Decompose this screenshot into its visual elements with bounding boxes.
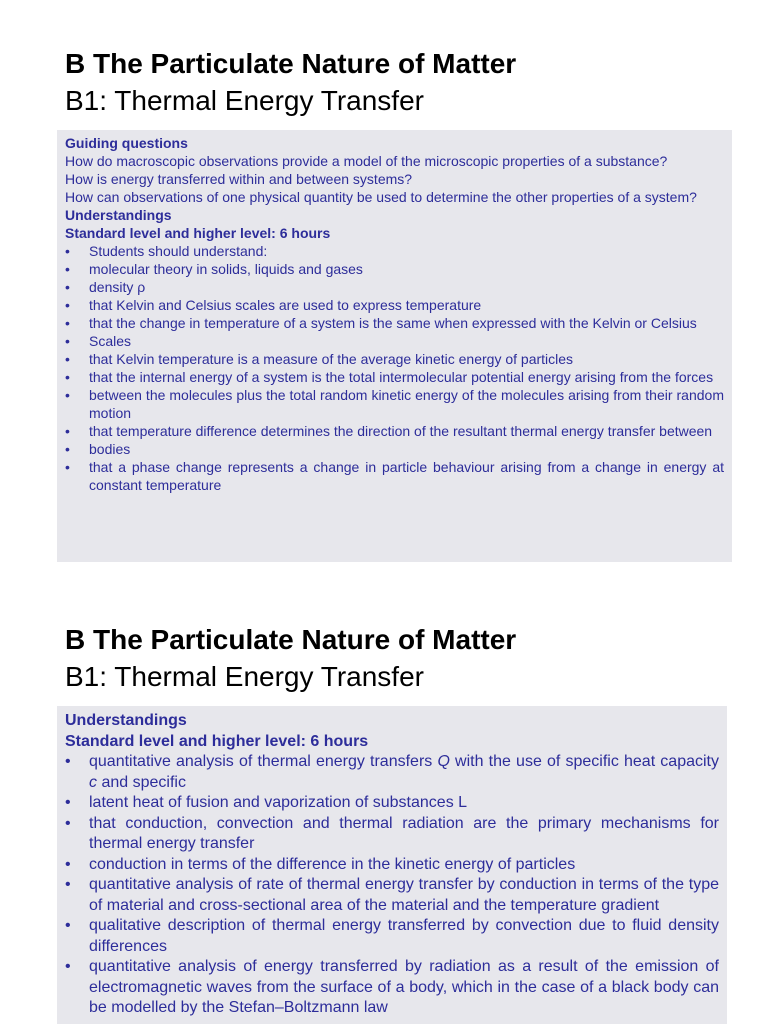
bullet-icon: • [65, 315, 70, 331]
list-item [65, 314, 724, 332]
question: How do macroscopic observations provide a model of the microscopic properties of a substance? [65, 153, 668, 169]
list-item-text: quantitative analysis of rate of thermal energy transfer by conduction in terms of the type of material and cross-sectional area of the material and the temperature gradient [89, 876, 719, 914]
list-item [65, 350, 724, 368]
list-item [65, 957, 719, 1019]
understandings-heading: Understandings [65, 712, 187, 729]
list-item-text: latent heat of fusion and vaporization of substances L [89, 794, 468, 811]
list-item-text: molecular theory in solids, liquids and gases [89, 261, 363, 277]
list-item [65, 260, 724, 278]
list-item-text: bodies [89, 441, 131, 457]
list-item-text: quantitative analysis of thermal energy transfers Q with the use of specific heat capacity c and specific [89, 753, 720, 791]
list-item-text: that Kelvin and Celsius scales are used to express temperature [89, 297, 482, 313]
list-item-text: that conduction, convection and thermal radiation are the primary mechanisms for thermal energy transfer [89, 814, 719, 852]
list-item [65, 296, 724, 314]
bullet-icon: • [65, 753, 71, 770]
list-item [65, 242, 724, 260]
list-item [65, 422, 724, 440]
list-item [65, 916, 719, 957]
list-item [65, 793, 719, 814]
slide-title: B The Particulate Nature of Matter [65, 624, 517, 655]
bullet-icon: • [65, 261, 70, 277]
bullet-icon: • [65, 369, 70, 385]
bullet-icon: • [65, 917, 71, 934]
list-item [65, 855, 719, 876]
question: How can observations of one physical quantity be used to determine the other properties of a system? [65, 189, 697, 205]
bullet-icon: • [65, 333, 70, 349]
bullet-icon: • [65, 855, 71, 873]
symbol-q: Q [437, 753, 450, 770]
list-item-text: between the molecules plus the total random kinetic energy of the molecules arising from their random motion [89, 387, 724, 421]
level-heading: Standard level and higher level: 6 hours [65, 732, 369, 750]
understandings-heading: Understandings [65, 207, 172, 223]
list-item-text: qualitative description of thermal energy transferred by convection due to fluid density differences [89, 917, 719, 955]
bullet-icon: • [65, 279, 70, 295]
bullet-icon: • [65, 876, 71, 893]
list-item-text: that Kelvin temperature is a measure of the average kinetic energy of particles [89, 351, 574, 367]
list-item-text: density ρ [89, 279, 146, 295]
bullet-icon: • [65, 243, 70, 259]
list-item [65, 752, 719, 793]
bullet-icon: • [65, 441, 70, 457]
question: How is energy transferred within and between systems? [65, 171, 413, 187]
list-item [65, 368, 724, 386]
bullet-icon: • [65, 814, 71, 832]
bullet-icon: • [65, 351, 70, 367]
slide-title: B The Particulate Nature of Matter [65, 48, 517, 79]
list-item [65, 440, 724, 458]
guiding-questions-heading: Guiding questions [65, 135, 188, 151]
list-item-text: that the change in temperature of a system is the same when expressed with the Kelvin or Celsius [89, 315, 697, 331]
list-item-text: that a phase change represents a change in particle behaviour arising from a change in energy at constant temperature [89, 459, 724, 493]
bullet-icon: • [65, 459, 70, 475]
list-item-text: conduction in terms of the difference in the kinetic energy of particles [89, 855, 576, 873]
list-item [65, 458, 724, 494]
list-item [65, 814, 719, 855]
bullet-icon: • [65, 958, 71, 975]
slide-subtitle: B1: Thermal Energy Transfer [65, 85, 424, 116]
list-item-text: that temperature difference determines the direction of the resultant thermal energy transfer between [89, 423, 713, 439]
content-box [57, 130, 732, 562]
slide-subtitle: B1: Thermal Energy Transfer [65, 661, 424, 692]
understandings-list [65, 242, 724, 494]
understandings-list [65, 752, 719, 1019]
list-item-text: Students should understand: [89, 243, 268, 259]
list-item [65, 386, 724, 422]
bullet-icon: • [65, 387, 70, 403]
symbol-c: c [89, 773, 97, 791]
level-heading: Standard level and higher level: 6 hours [65, 225, 331, 241]
list-item-text: quantitative analysis of energy transferred by radiation as a result of the emission of electromagnetic waves from the surface of a body, which in the case of a black body can be modelled by the Stefan–Boltzmann law [89, 958, 719, 1016]
slide-2 [0, 576, 768, 1024]
list-item [65, 875, 719, 916]
list-item [65, 332, 724, 350]
content-box [57, 706, 727, 1024]
bullet-icon: • [65, 423, 70, 439]
list-item-text: that the internal energy of a system is the total intermolecular potential energy arising from the forces [89, 369, 714, 385]
bullet-icon: • [65, 794, 71, 811]
bullet-icon: • [65, 297, 70, 313]
list-item-text: Scales [89, 333, 132, 349]
list-item [65, 278, 724, 296]
